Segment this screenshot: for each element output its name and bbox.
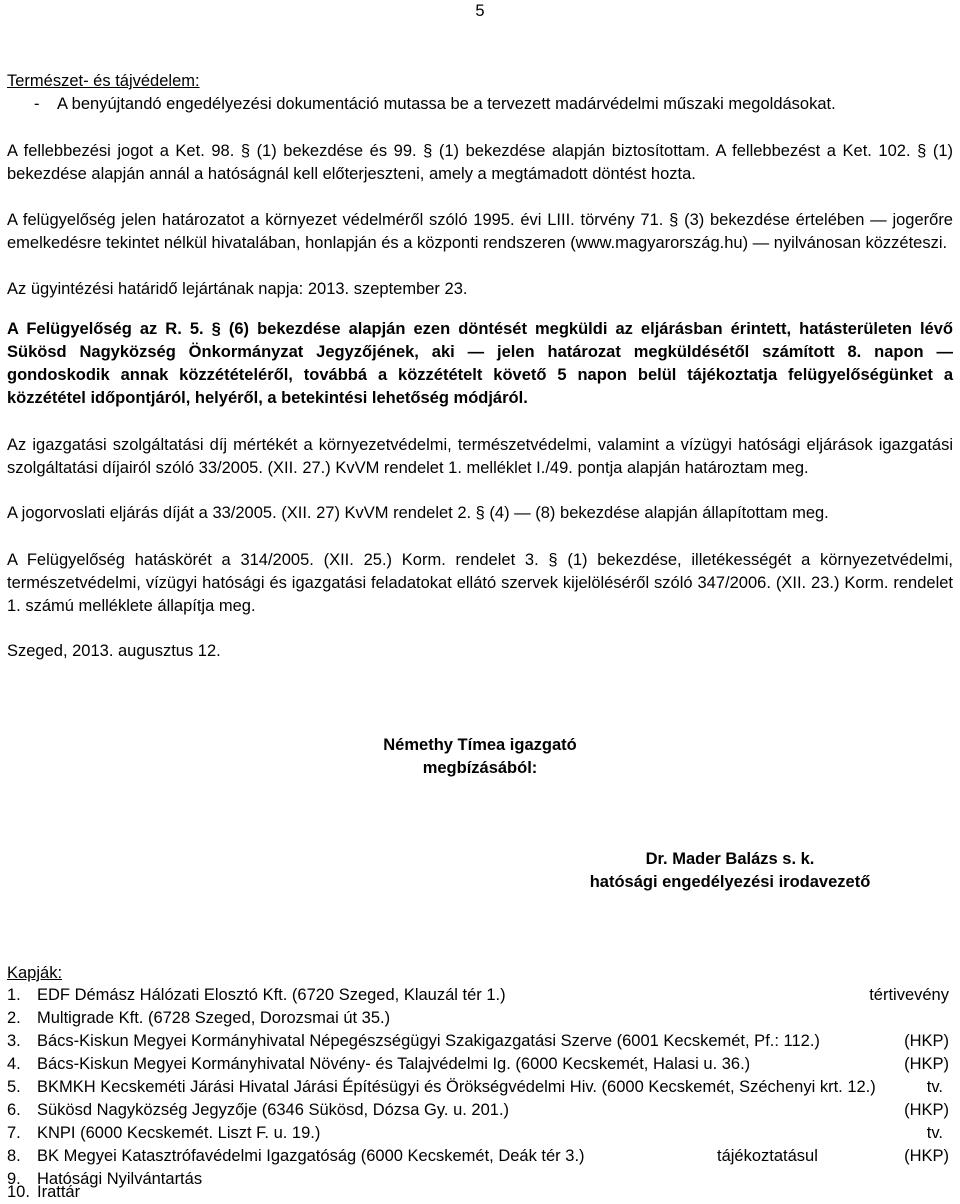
list-item — [7, 1076, 949, 1099]
list-item-number: 7. — [7, 1124, 21, 1142]
list-item-number: 8. — [7, 1147, 21, 1165]
on-behalf-line1: Némethy Tímea igazgató — [383, 736, 577, 754]
list-item-delivery: (HKP) — [904, 1101, 949, 1119]
fee-paragraph: Az igazgatási szolgáltatási díj mértékét a környezetvédelmi, természetvédelmi, valamint a vízügyi hatósági eljárások igazgatási szolgáltatási díjairól szóló 33/2005. (XII. 27.) KvVM rendelet 1. melléklet I./49. pontja alapján határoztam meg. — [7, 436, 953, 477]
list-item — [7, 1053, 949, 1076]
list-item-delivery: (HKP) — [904, 1032, 949, 1050]
deadline-paragraph: Az ügyintézési határidő lejártának napja: 2013. szeptember 23. — [7, 280, 468, 298]
place-date: Szeged, 2013. augusztus 12. — [7, 642, 221, 660]
remedy-fee-paragraph: A jogorvoslati eljárás díját a 33/2005. (XII. 27) KvVM rendelet 2. § (4) — (8) bekezdése alapján állapítottam meg. — [7, 504, 829, 522]
on-behalf-line2: megbízásából: — [422, 759, 538, 777]
recipients-heading: Kapják: — [7, 964, 63, 982]
list-item — [7, 1181, 949, 1204]
list-item-note: tájékoztatásul — [717, 1147, 818, 1165]
list-item — [7, 1007, 949, 1030]
list-item-delivery: (HKP) — [904, 1147, 949, 1165]
page-number: 5 — [475, 2, 485, 20]
list-item-number: 1. — [7, 986, 21, 1004]
list-item — [7, 1145, 949, 1168]
nature-section — [7, 70, 953, 116]
list-item-text: BKMKH Kecskeméti Járási Hivatal Járási Építésügyi és Örökségvédelmi Hiv. (6000 Kecskemét, Széchenyi krt. 12.) — [37, 1078, 876, 1096]
list-item — [7, 1030, 949, 1053]
list-item-text: Multigrade Kft. (6728 Szeged, Dorozsmai út 35.) — [37, 1009, 391, 1027]
list-item — [7, 984, 949, 1007]
list-item-text: Hatósági Nyilvántartás — [37, 1170, 203, 1188]
list-item-delivery: tv. — [926, 1078, 943, 1096]
list-item-text: Irattár — [37, 1183, 81, 1201]
list-item-text: EDF Démász Hálózati Elosztó Kft. (6720 Szeged, Klauzál tér 1.) — [37, 986, 506, 1004]
list-dash: - — [34, 95, 40, 113]
list-item-delivery: (HKP) — [904, 1055, 949, 1073]
list-item-number: 10. — [7, 1183, 30, 1201]
list-item-text: BK Megyei Katasztrófavédelmi Igazgatóság (6000 Kecskemét, Deák tér 3.) — [37, 1147, 585, 1165]
signer-name: Dr. Mader Balázs s. k. — [645, 850, 815, 868]
notice-paragraph: A Felügyelőség az R. 5. § (6) bekezdése alapján ezen döntését megküldi az eljárásban érintett, hatásterületen lévő Sükösd Nagyközség Önkormányzat Jegyzőjének, aki — jelen határozat megküldésétől számított 8. napon — gondoskodik annak közzétételéről, továbbá a közzétételt követő 5 napon belül tájékoztatja felügyelőségünket a közzététel időpontjáról, helyéről, a betekintési lehetőség módjáról. — [7, 320, 953, 407]
list-item-delivery: tv. — [926, 1124, 943, 1142]
list-item-number: 5. — [7, 1078, 21, 1096]
publication-paragraph: A felügyelőség jelen határozatot a környezet védelméről szóló 1995. évi LIII. törvény 71. § (3) bekezdése értelében — jogerőre emelkedésre tekintet nélkül hivatalában, honlapján és a központi rendszeren (www.magyarország.hu) — nyilvánosan közzéteszi. — [7, 211, 953, 252]
list-item — [7, 1099, 949, 1122]
list-item-number: 6. — [7, 1101, 21, 1119]
list-item-text: Bács-Kiskun Megyei Kormányhivatal Növény- és Talajvédelmi Ig. (6000 Kecskemét, Halasi u. 36.) — [37, 1055, 751, 1073]
nature-item-text: A benyújtandó engedélyezési dokumentáció mutassa be a tervezett madárvédelmi műszaki megoldásokat. — [57, 95, 836, 113]
nature-heading: Természet- és tájvédelem: — [7, 72, 200, 90]
nature-item — [7, 93, 953, 116]
list-item-delivery: tértivevény — [869, 986, 949, 1004]
appeal-paragraph: A fellebbezési jogot a Ket. 98. § (1) bekezdése és 99. § (1) bekezdése alapján biztosítottam. A fellebbezést a Ket. 102. § (1) bekezdése alapján annál a hatóságnál kell előterjeszteni, amely a megtámadott döntést hozta. — [7, 142, 953, 183]
list-item-number: 2. — [7, 1009, 21, 1027]
list-item-text: KNPI (6000 Kecskemét. Liszt F. u. 19.) — [37, 1124, 321, 1142]
list-item-text: Bács-Kiskun Megyei Kormányhivatal Népegészségügyi Szakigazgatási Szerve (6001 Kecskemét, Pf.: 112.) — [37, 1032, 820, 1050]
list-item-text: Sükösd Nagyközség Jegyzője (6346 Sükösd, Dózsa Gy. u. 201.) — [37, 1101, 510, 1119]
list-item-number: 9. — [7, 1170, 21, 1188]
list-item-number: 3. — [7, 1032, 21, 1050]
list-item-number: 4. — [7, 1055, 21, 1073]
signer-title: hatósági engedélyezési irodavezető — [589, 873, 871, 891]
competence-paragraph: A Felügyelőség hatáskörét a 314/2005. (XII. 25.) Korm. rendelet 3. § (1) bekezdése, illetékességét a környezetvédelmi, természetvédelmi, vízügyi hatósági és igazgatási feladatokat ellátó szervek kijelöléséről szóló 347/2006. (XII. 23.) Korm. rendelet 1. számú melléklete állapítja meg. — [7, 551, 953, 615]
list-item — [7, 1122, 949, 1145]
